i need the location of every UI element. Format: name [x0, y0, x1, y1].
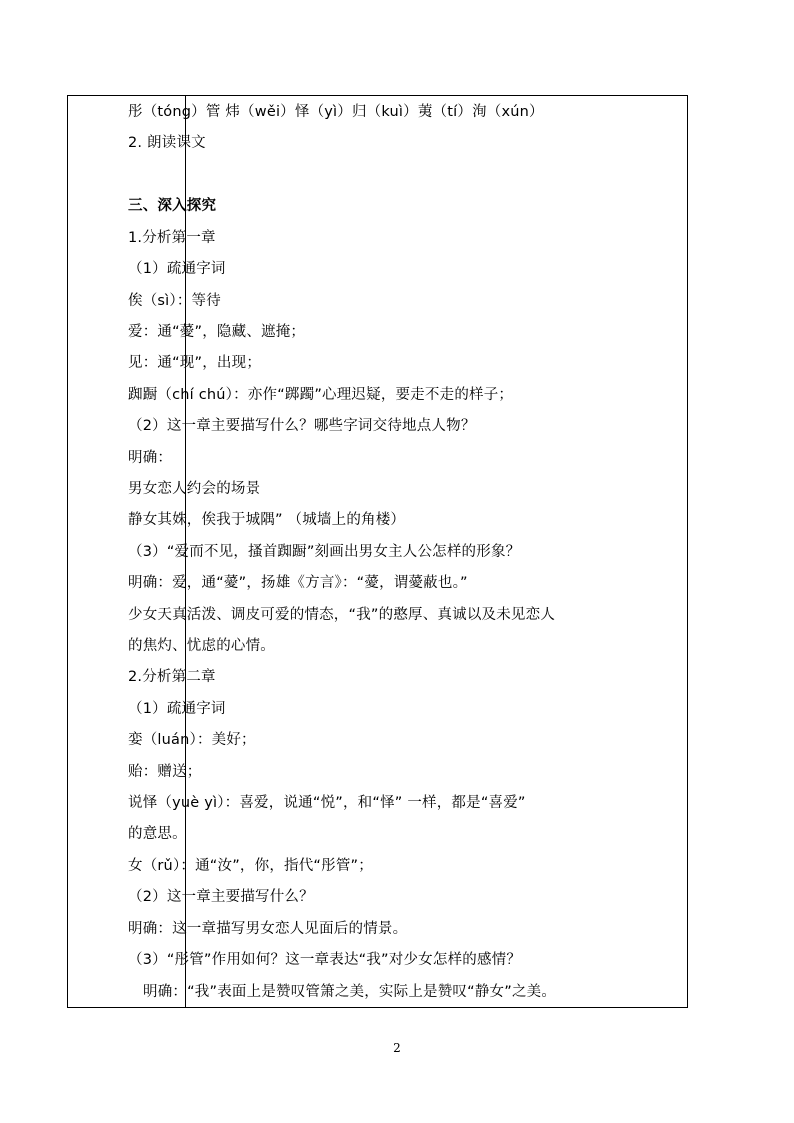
- pinyin-line: 彤（tóng）管 炜（wěi）怿（yì）归（kuì）荑（tí）洵（xún）: [128, 104, 544, 120]
- answer-text: 静女其姝，俟我于城隅” （城墙上的角楼）: [128, 512, 406, 528]
- chapter-two-heading: 2.分析第二章: [128, 669, 216, 685]
- chapter-one-heading: 1.分析第一章: [128, 230, 216, 246]
- word-note: 俟（sì）：等待: [128, 293, 221, 309]
- word-note: 女（rǔ）：通“汝”，你，指代“彤管”；: [128, 858, 373, 874]
- word-note: 见：通“现”，出现；: [128, 355, 262, 371]
- word-note: 说怿（yuè yì）：喜爱，说通“悦”，和“怿” 一样，都是“喜爱”: [128, 795, 526, 811]
- question: （3）“爱而不见，搔首踟蹰”刻画出男女主人公怎样的形象？: [128, 544, 521, 560]
- section-heading: 三、深入探究: [128, 198, 217, 214]
- word-note: 踟蹰（chí chú）：亦作“踯躅”心理迟疑，要走不走的样子；: [128, 387, 514, 403]
- word-note: 娈（luán）：美好；: [128, 732, 256, 748]
- question: （3）“彤管”作用如何？这一章表达“我”对少女怎样的感情？: [128, 952, 522, 968]
- answer-text: 男女恋人约会的场景: [128, 481, 261, 497]
- word-note: 贻：赠送；: [128, 764, 202, 780]
- step-read-text: 2. 朗读课文: [128, 135, 206, 151]
- answer-text: 明确：爱，通“薆”，扬雄《方言》：“薆，谓薆蔽也。”: [128, 575, 468, 591]
- answer-text: 的焦灼、忧虑的心情。: [128, 638, 275, 654]
- answer-text: 少女天真活泼、调皮可爱的情态，“我”的憨厚、真诚以及未见恋人: [128, 607, 556, 623]
- answer-text: 明确：“我”表面上是赞叹管箫之美，实际上是赞叹“静女”之美。: [143, 984, 557, 1000]
- question: （2）这一章主要描写什么？哪些字词交待地点人物？: [128, 418, 476, 434]
- chapter-one-sub1: （1）疏通字词: [128, 261, 226, 277]
- answer-label: 明确：: [128, 450, 173, 466]
- word-note: 爱：通“薆”，隐藏、遮掩；: [128, 324, 306, 340]
- word-note: 的意思。: [128, 826, 187, 842]
- page-number: 2: [393, 1041, 401, 1055]
- chapter-two-sub1: （1）疏通字词: [128, 701, 226, 717]
- question: （2）这一章主要描写什么？: [128, 889, 314, 905]
- answer-text: 明确：这一章描写男女恋人见面后的情景。: [128, 921, 408, 937]
